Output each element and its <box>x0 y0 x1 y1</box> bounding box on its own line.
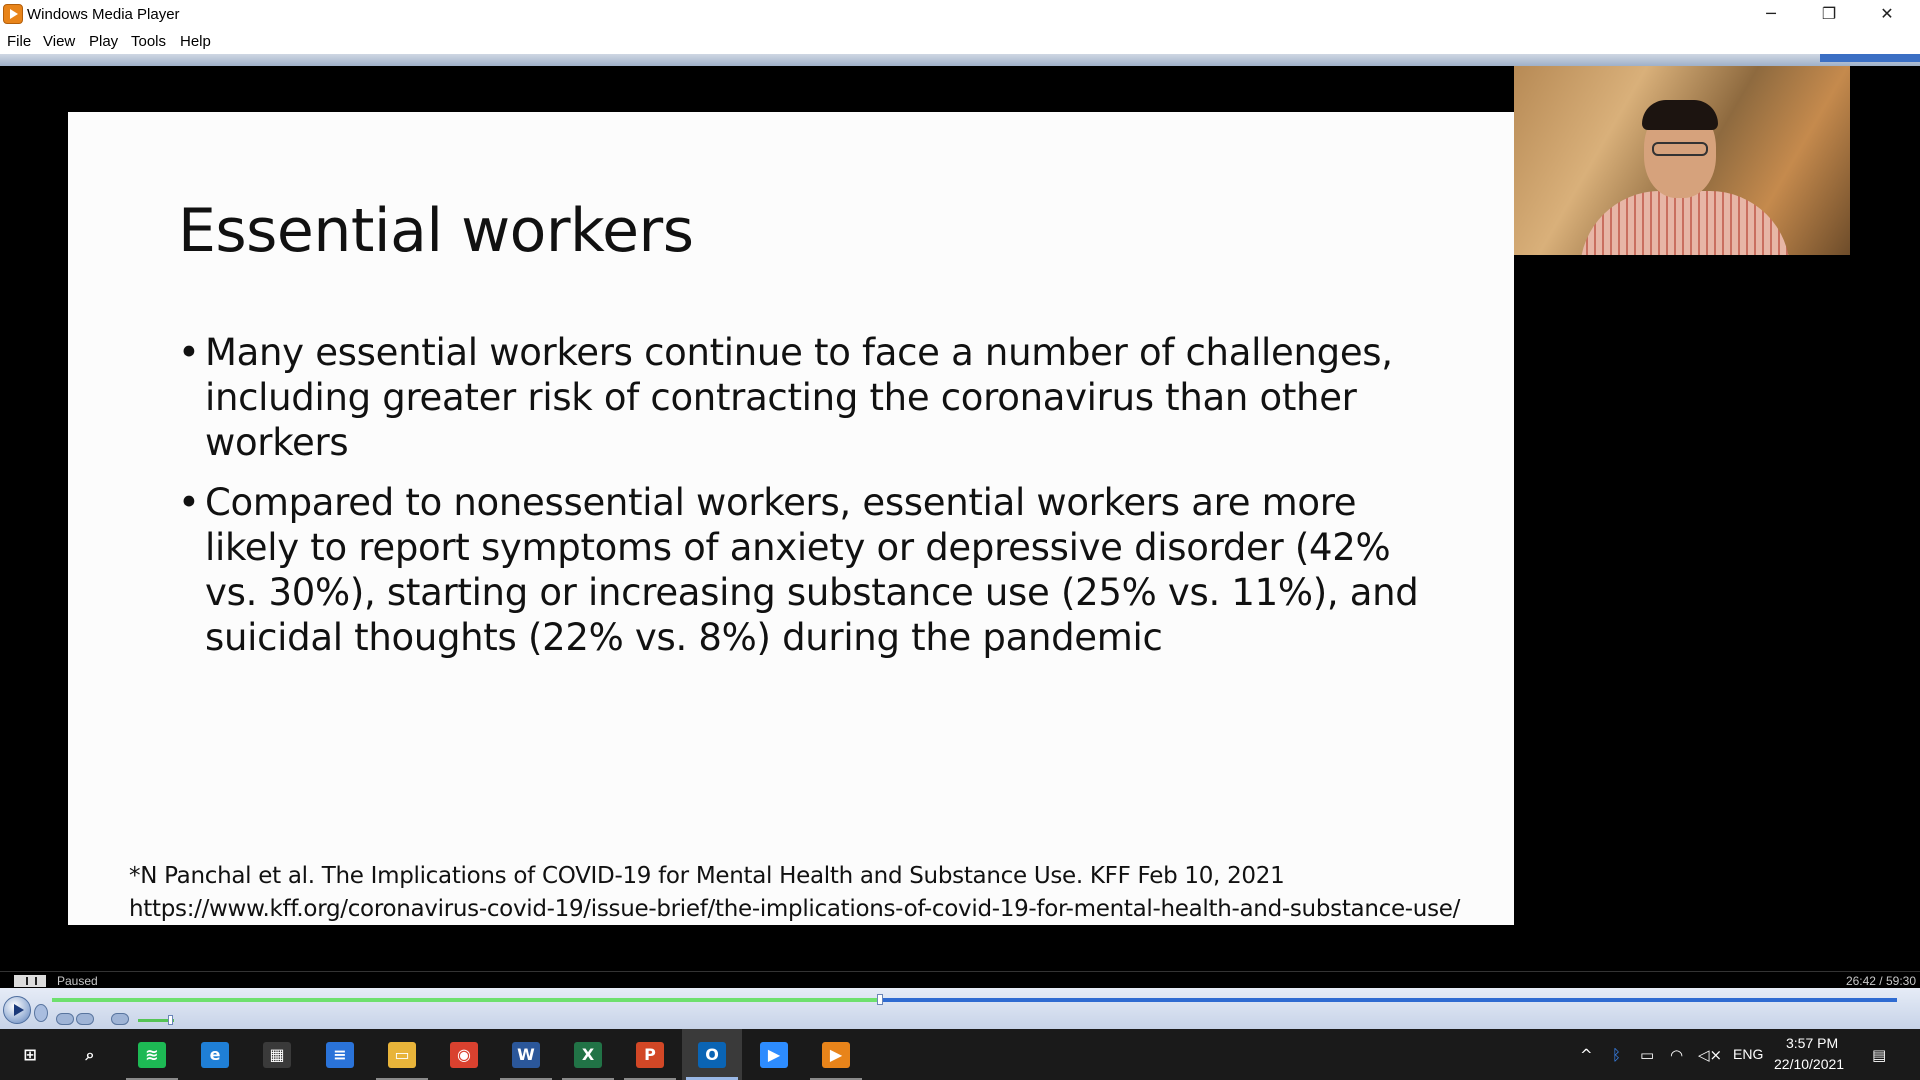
taskbar-item[interactable] <box>558 1029 618 1080</box>
window-title: Windows Media Player <box>27 6 180 23</box>
status-bar <box>0 971 1920 988</box>
slide-bullets <box>178 330 1438 675</box>
show-hidden-icons-icon[interactable]: ^ <box>1580 1046 1593 1064</box>
taskbar-item[interactable] <box>434 1029 494 1080</box>
taskbar-item[interactable] <box>620 1029 680 1080</box>
title-bar <box>0 0 1920 28</box>
layout-buttons[interactable] <box>1820 54 1920 62</box>
menu-play[interactable]: Play <box>89 33 119 50</box>
close-button[interactable]: ✕ <box>1880 4 1894 23</box>
media-player-icon: ▶ <box>822 1042 850 1068</box>
word-icon: W <box>512 1042 540 1068</box>
speaker-webcam-video <box>1514 66 1850 255</box>
clock-date[interactable]: 22/10/2021 <box>1774 1056 1845 1072</box>
file-explorer-icon: ▭ <box>388 1042 416 1068</box>
footnote-url: https://www.kff.org/coronavirus-covid-19/issue-brief/the-implications-of-covid-19-for-mental-health-and-substance-use/ <box>129 896 1461 922</box>
notifications-icon[interactable]: ▤ <box>1872 1046 1887 1064</box>
database-icon: ≡ <box>326 1042 354 1068</box>
wifi-icon[interactable]: ◠ <box>1670 1046 1684 1064</box>
taskbar-item[interactable] <box>372 1029 432 1080</box>
stop-button[interactable] <box>34 1004 48 1022</box>
slide-bullet: • Compared to nonessential workers, essential workers are more likely to report symptoms of anxiety or depressive disorder (42% vs. 30%), starting or increasing substance use (25% vs. 11%), and suicidal thoughts (22% vs. 8%) during the pandemic <box>178 480 1438 660</box>
taskbar-item[interactable] <box>310 1029 370 1080</box>
taskbar-item[interactable] <box>185 1029 245 1080</box>
slide-bullet: • Many essential workers continue to face a number of challenges, including greater risk of contracting the coronavirus than other workers <box>178 330 1438 465</box>
playback-controls <box>0 988 1920 1029</box>
excel-icon: X <box>574 1042 602 1068</box>
taskbar-item[interactable] <box>496 1029 556 1080</box>
start-icon: ⊞ <box>16 1042 44 1068</box>
layout-strip <box>0 54 1920 66</box>
speaker-hair <box>1642 100 1718 130</box>
play-button[interactable] <box>3 996 31 1024</box>
language-indicator[interactable]: ENG <box>1733 1046 1764 1062</box>
volume-thumb[interactable] <box>168 1015 173 1025</box>
volume-muted-icon[interactable]: ◁× <box>1698 1046 1723 1064</box>
seek-thumb[interactable] <box>877 994 883 1005</box>
edge-icon: e <box>201 1042 229 1068</box>
footnote-citation: *N Panchal et al. The Implications of COVID-19 for Mental Health and Substance Use. KFF Feb 10, 2021 <box>129 863 1285 889</box>
windows-taskbar <box>0 1029 1920 1080</box>
video-area[interactable] <box>0 66 1920 971</box>
store-icon: ▦ <box>263 1042 291 1068</box>
slide-footnote <box>129 860 1460 926</box>
next-button[interactable] <box>76 1013 94 1025</box>
menu-file[interactable]: File <box>7 33 32 50</box>
presentation-slide <box>68 112 1514 925</box>
taskbar-item[interactable] <box>122 1029 182 1080</box>
restore-button[interactable]: ❐ <box>1821 4 1837 23</box>
menu-bar <box>0 28 1920 54</box>
powerpoint-icon: P <box>636 1042 664 1068</box>
taskbar-item[interactable] <box>744 1029 804 1080</box>
zoom-icon: ▶ <box>760 1042 788 1068</box>
battery-icon[interactable]: ▭ <box>1640 1046 1655 1064</box>
mute-button[interactable] <box>111 1013 129 1025</box>
menu-tools[interactable]: Tools <box>131 33 167 50</box>
spotify-icon: ≋ <box>138 1042 166 1068</box>
seek-progress <box>52 998 880 1002</box>
slide-title: Essential workers <box>178 196 694 266</box>
clock-time[interactable]: 3:57 PM <box>1786 1035 1839 1051</box>
taskbar-item[interactable] <box>806 1029 866 1080</box>
speaker-body <box>1580 191 1790 255</box>
minimize-button[interactable]: ─ <box>1766 4 1776 23</box>
pause-icon <box>14 975 46 987</box>
taskbar-item[interactable] <box>0 1029 60 1080</box>
speaker-glasses <box>1652 142 1708 156</box>
taskbar-item[interactable] <box>682 1029 742 1080</box>
menu-view[interactable]: View <box>43 33 76 50</box>
chrome-icon: ◉ <box>450 1042 478 1068</box>
menu-help[interactable]: Help <box>180 33 211 50</box>
bluetooth-icon[interactable]: ᛒ <box>1612 1046 1622 1064</box>
taskbar-item[interactable] <box>247 1029 307 1080</box>
playback-status: Paused <box>57 974 98 988</box>
playback-time: 26:42 / 59:30 <box>1845 974 1916 988</box>
seek-bar[interactable] <box>52 998 1897 1002</box>
outlook-icon: O <box>698 1042 726 1068</box>
media-player-app-icon <box>3 4 23 24</box>
previous-button[interactable] <box>56 1013 74 1025</box>
search-icon: ⌕ <box>76 1042 104 1068</box>
taskbar-item[interactable] <box>60 1029 120 1080</box>
